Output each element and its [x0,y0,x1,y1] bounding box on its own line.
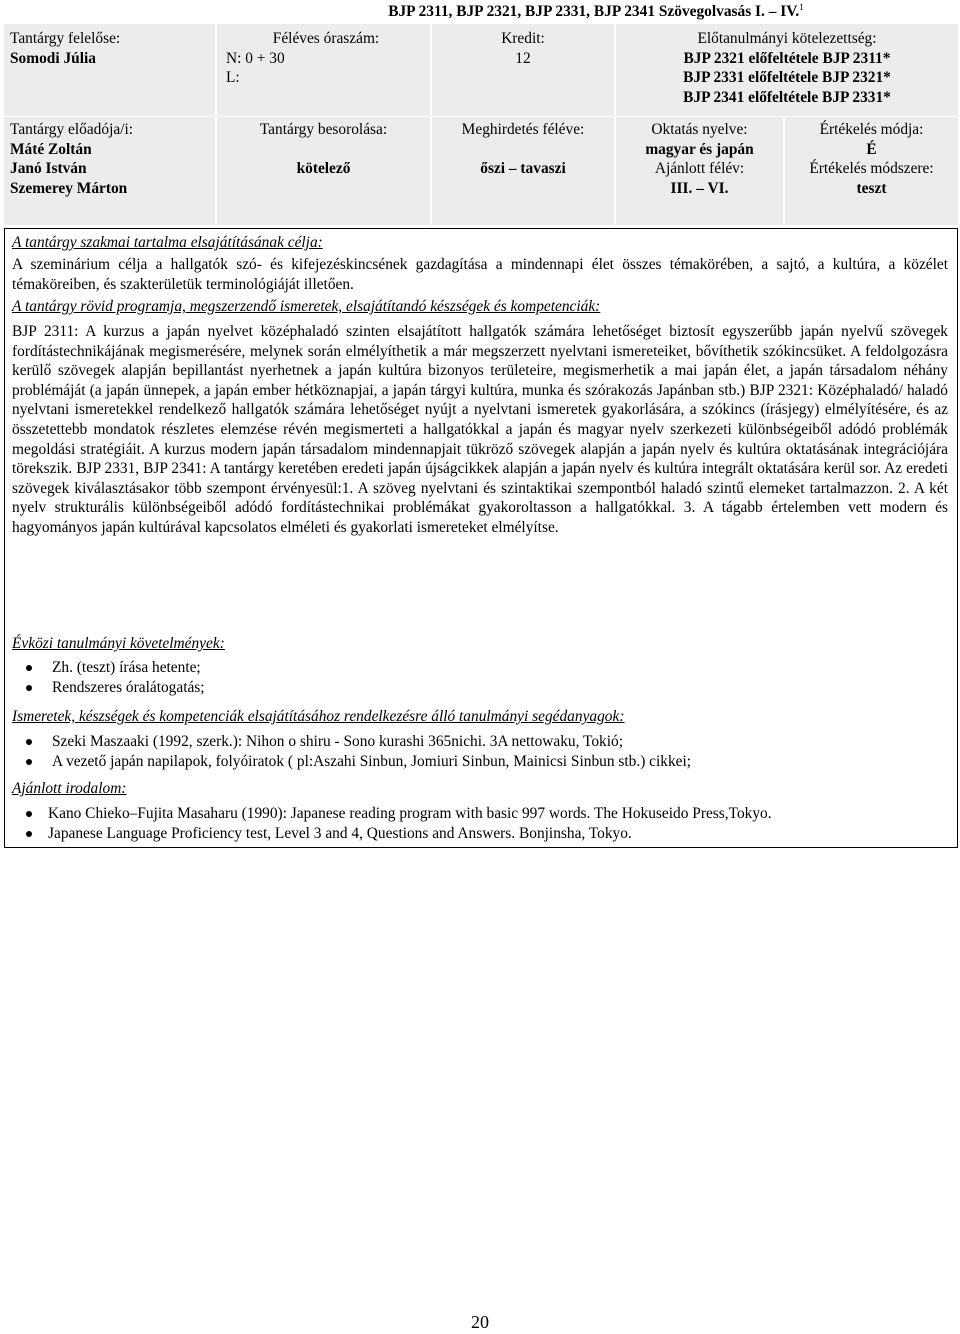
prereq-line: BJP 2341 előfeltétele BJP 2331* [683,88,891,106]
classification-block [217,120,430,179]
bullet-icon [26,685,32,691]
bullet-icon [26,759,32,765]
list-item: Zh. (teszt) írása hetente; [12,658,948,678]
lecturer-name: Máté Zoltán [10,140,92,158]
requirements-heading: Évközi tanulmányi követelmények: [12,635,225,652]
classification-value: kötelező [296,160,351,178]
language-value: magyar és japán [645,140,754,158]
eval-mode-label: Értékelés módja: [819,121,924,138]
bullet-icon [26,811,32,817]
lecturers-label: Tantárgy előadója/i: [10,121,134,138]
credit-label: Kredit: [501,30,545,47]
bullet-icon [26,739,32,745]
semester-label: Meghirdetés féléve: [461,121,585,138]
semester-value: őszi – tavaszi [480,160,566,178]
list-item: Japanese Language Proficiency test, Level 3 and 4, Questions and Answers. Bonjinsha, Tokyo. [12,824,948,844]
recommended-label: Ajánlott félév: [654,160,745,178]
list-item: Szeki Maszaaki (1992, szerk.): Nihon o shiru - Sono kurashi 365nichi. 3A nettowaku, Tokió; [12,732,948,752]
page-number: 20 [471,1312,489,1332]
literature-heading: Ajánlott irodalom: [12,780,127,797]
program-heading: A tantárgy rövid programja, megszerzendő ismeretek, elsajátítandó készségek és kompetenciák: [12,298,601,315]
bullet-icon [26,665,32,671]
credit-block [432,29,614,68]
list-item: Rendszeres óralátogatás; [12,678,948,698]
course-title [232,2,960,24]
eval-method-value: teszt [856,179,887,197]
eval-mode-value: É [866,140,877,158]
hours-l: L: [226,69,240,87]
semester-block [432,120,614,179]
requirements-list [12,658,948,697]
list-item: A vezető japán napilapok, folyóiratok ( pl:Aszahi Sinbun, Jomiuri Sinbun, Mainicsi Sinbun stb.) cikkei; [12,752,948,772]
lecturer-name: Szemerey Márton [10,179,128,197]
responsible-block [10,29,210,68]
hours-label: Féléves óraszám: [272,30,380,47]
responsible-label: Tantárgy felelőse: [10,30,121,47]
goal-text: A szeminárium célja a hallgatók szó- és kifejezéskincsének gazdagítása a mindennapi élet összes témakörében, a sajtó, a kultúra, a közélet témaköreiben, és szakterületük terminológiáját illetően. [12,256,948,293]
footnote-mark: 1 [799,1,804,12]
materials-heading: Ismeretek, készségek és kompetenciák elsajátításához rendelkezésre álló tanulmányi segédanyagok: [12,708,625,725]
prereq-line: BJP 2321 előfeltétele BJP 2311* [683,49,891,67]
language-block [616,120,783,198]
prereq-label: Előtanulmányi kötelezettség: [697,30,877,47]
evaluation-block [785,120,958,198]
hours-block [226,29,426,88]
credit-value: 12 [515,49,531,67]
lecturer-name: Janó István [10,160,87,178]
literature-list [12,804,948,843]
goal-heading: A tantárgy szakmai tartalma elsajátításának célja: [12,234,323,251]
recommended-value: III. – VI. [670,179,729,197]
bullet-icon [26,831,32,837]
lecturers-block [10,120,210,198]
classification-label: Tantárgy besorolása: [259,121,388,138]
program-text: BJP 2311: A kurzus a japán nyelvet középhaladó szinten elsajátított hallgatók számára lehetőséget biztosít egyszerűbb japán nyelvű szövegek fordítástechnikájának megismerésére, melynek során elmélyíthetik a már megszerzett nyelvtani ismereteiket, bővíthetik szókincsüket. A feldolgozásra kerülő szövegek alapján bepillantást nyerhetnek a japán kultúra bizonyos területeire, megismerhetik a mai japán élet, a japán társadalom néhány problémáját (a japán ünnepek, a japán ember hétköznapjai, a japán tárgyi kultúra, munka és szórakozás Japánban stb.) BJP 2321: Középhaladó/ haladó nyelvtani ismeretekkel rendelkező hallgatók számára lehetőséget nyújt a nyelvtani ismeretek gyakorlására, a szókincs (írásjegy) elmélyítésére, és az összetettebb mondatok részletes elemzése révén megismerteti a hallgatókkal a japán és magyar nyelv szerkezeti különbségeiből adódó problémák megoldási stratégiáit. A kurzus modern japán társadalom mindennapjait tükröző szövegek alapján a japán nyelv és kultúra oktatásának integrációjára törekszik. BJP 2331, BJP 2341: A tantárgy keretében eredeti japán újságcikkek alapján a japán nyelv és kultúra integrált oktatására kerül sor. Az eredeti szövegek kiválasztásakor több szempont érvényesül:1. A szöveg nyelvtani és szintaktikai szempontból haladó szintű elemeket tartalmazzon. 2. A két nyelv strukturális különbségeiből adódó fordítástechnikai problémákat gyakoroltasson a hallgatókkal. 3. A tágabb értelemben vett modern és hagyományos japán kultúrával kapcsolatos elméleti és gyakorlati ismereteket elmélyítse. [12,323,948,536]
responsible-name: Somodi Júlia [10,49,96,67]
hours-n: N: 0 + 30 [226,49,285,67]
materials-list [12,732,948,771]
list-item: Kano Chieko–Fujita Masaharu (1990): Japanese reading program with basic 997 words. The Hokuseido Press,Tokyo. [12,804,948,824]
eval-method-label: Értékelés módszere: [809,160,934,178]
course-title-text: BJP 2311, BJP 2321, BJP 2331, BJP 2341 Szövegolvasás I. – IV. [388,3,800,20]
prereq-block [616,29,958,107]
prereq-line: BJP 2331 előfeltétele BJP 2321* [683,69,891,87]
language-label: Oktatás nyelve: [651,121,748,138]
